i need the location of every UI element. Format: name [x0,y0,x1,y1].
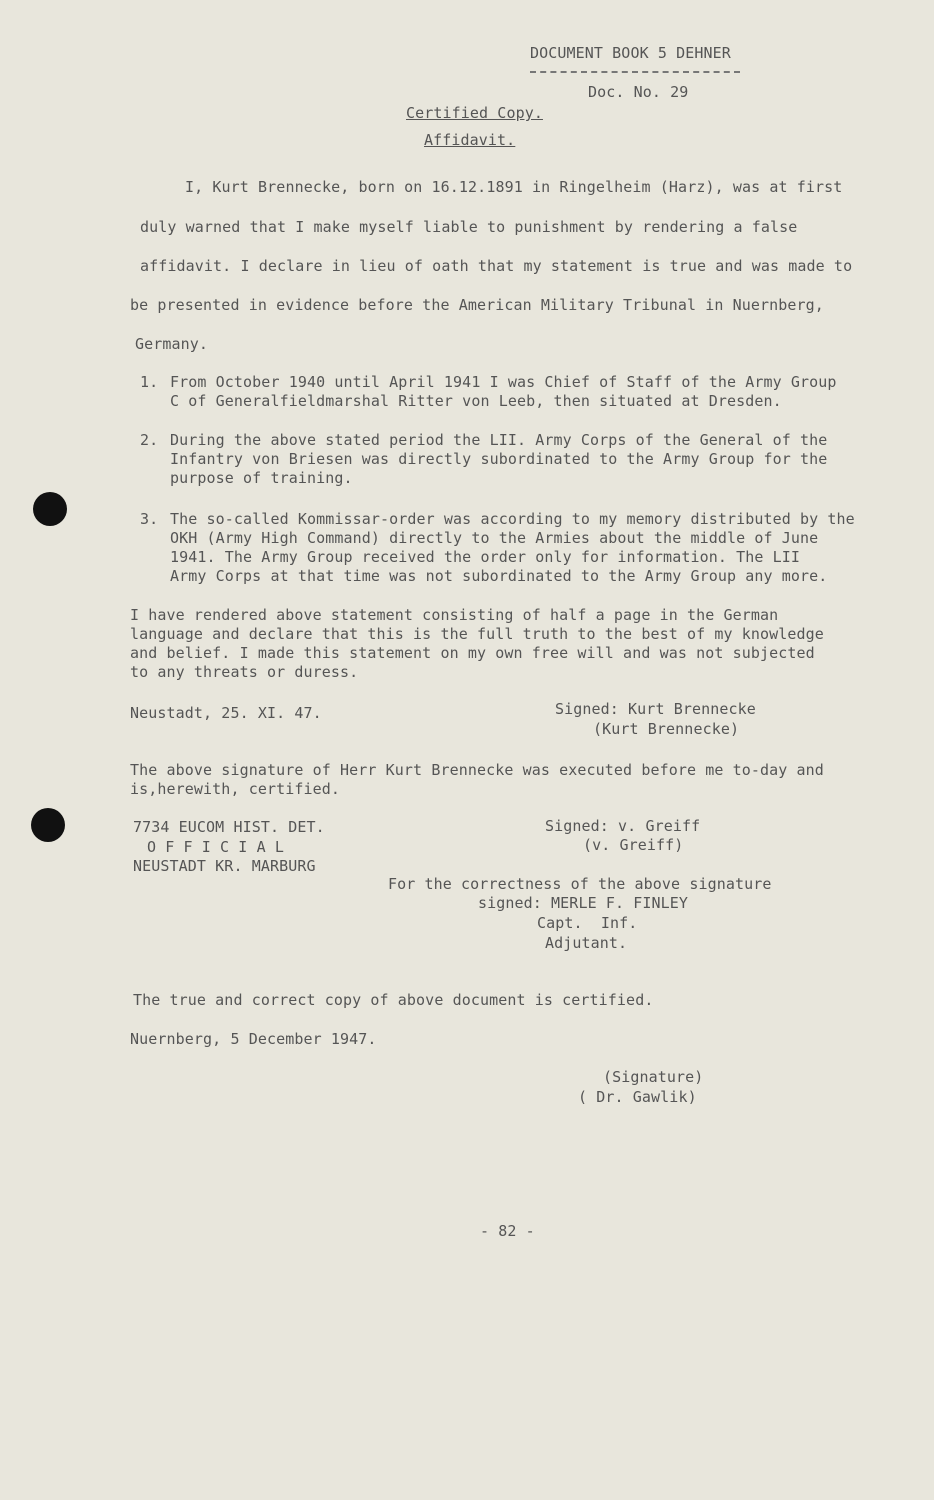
intro-line: affidavit. I declare in lieu of oath that my statement is true and was made to [140,257,853,275]
item-text: The so-called Kommissar-order was according to my memory distributed by the OKH (Army High Command) directly to the Armies about the middle of June 1941. The Army Group received the order only for information. The LII Army Corps at that time was not subordinated to the Army Group any more. [170,510,855,585]
document-title: Certified Copy. [406,104,543,122]
greiff-name: (v. Greiff) [583,836,684,854]
final-signature-name: ( Dr. Gawlik) [578,1088,697,1106]
intro-line: be presented in evidence before the American Military Tribunal in Nuernberg, [130,296,824,314]
intro-line: I, Kurt Brennecke, born on 16.12.1891 in Ringelheim (Harz), was at first [185,178,843,196]
punch-hole-bottom [31,808,65,842]
signature-place-date: Neustadt, 25. XI. 47. [130,704,322,722]
header-underline [530,71,740,73]
punch-hole-top [33,492,67,526]
correctness-rank: Capt. Inf. [537,914,638,932]
item-number: 3. [140,510,159,528]
item-number: 1. [140,373,159,391]
item-number: 2. [140,431,159,449]
final-place-date: Nuernberg, 5 December 1947. [130,1030,377,1048]
official-stamp-line: NEUSTADT KR. MARBURG [133,857,316,875]
intro-line: duly warned that I make myself liable to punishment by rendering a false [140,218,798,236]
signature-name: (Kurt Brennecke) [593,720,740,738]
greiff-signed: Signed: v. Greiff [545,817,701,835]
final-signature-label: (Signature) [603,1068,704,1086]
true-copy-statement: The true and correct copy of above document is certified. [133,991,654,1009]
item-text: From October 1940 until April 1941 I was Chief of Staff of the Army Group C of Generalfieldmarshal Ritter von Leeb, then situated at Dresden. [170,373,837,410]
document-book-label: DOCUMENT BOOK 5 DEHNER [530,44,731,62]
official-stamp-line: O F F I C I A L [147,838,284,856]
signature-signed: Signed: Kurt Brennecke [555,700,756,718]
correctness-title: Adjutant. [545,934,628,952]
closing-paragraph: I have rendered above statement consisting of half a page in the German language and declare that this is the full truth to the best of my knowledge and belief. I made this statement on my own free will and was not subjected to any threats or duress. [130,606,824,681]
correctness-signed: signed: MERLE F. FINLEY [478,894,689,912]
intro-line: Germany. [135,335,209,353]
official-stamp-line: 7734 EUCOM HIST. DET. [133,818,325,836]
document-number: Doc. No. 29 [588,83,689,101]
certification-paragraph: The above signature of Herr Kurt Brennecke was executed before me to-day and is,herewith, certified. [130,761,824,798]
page-number: - 82 - [480,1222,535,1240]
item-text: During the above stated period the LII. Army Corps of the General of the Infantry von Briesen was directly subordinated to the Army Group for the purpose of training. [170,431,828,487]
document-subtitle: Affidavit. [424,131,516,149]
correctness-line: For the correctness of the above signature [388,875,772,893]
